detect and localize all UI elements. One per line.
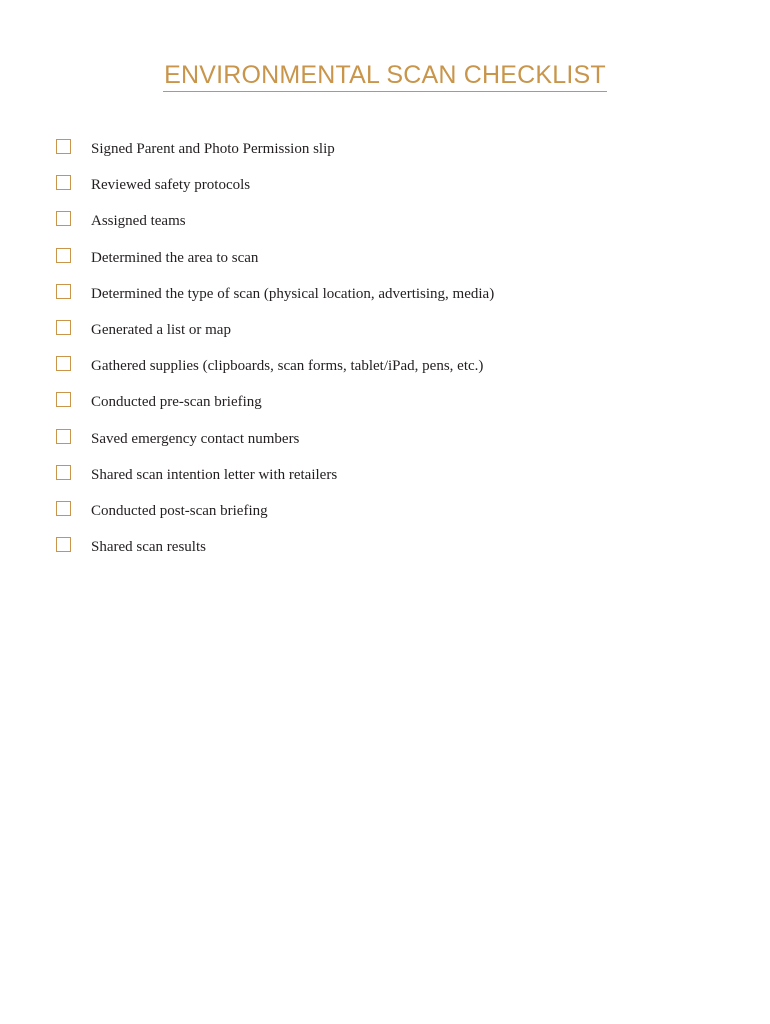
checkbox[interactable] (56, 465, 71, 480)
checkbox[interactable] (56, 537, 71, 552)
checklist-item (56, 535, 746, 571)
checklist-item-label: Gathered supplies (clipboards, scan forms, tablet/iPad, pens, etc.) (91, 358, 484, 375)
title-container (0, 60, 770, 92)
checkbox[interactable] (56, 392, 71, 407)
checkbox[interactable] (56, 429, 71, 444)
checklist-item-label: Determined the area to scan (91, 249, 259, 266)
checkbox[interactable] (56, 320, 71, 335)
checklist-item (56, 463, 746, 499)
checklist-item (56, 209, 746, 245)
checkbox[interactable] (56, 501, 71, 516)
checklist-item-label: Assigned teams (91, 213, 186, 230)
checklist-item-label: Shared scan results (91, 539, 206, 556)
checklist-item-label: Generated a list or map (91, 321, 231, 338)
checklist-item (56, 246, 746, 282)
checklist-item-label: Saved emergency contact numbers (91, 430, 300, 447)
checklist-item (56, 354, 746, 390)
checklist-item (56, 173, 746, 209)
checklist-item-label: Conducted pre-scan briefing (91, 394, 262, 411)
checklist (56, 137, 746, 571)
checkbox[interactable] (56, 211, 71, 226)
checklist-item-label: Signed Parent and Photo Permission slip (91, 141, 335, 157)
checklist-item (56, 318, 746, 354)
checklist-item-label: Shared scan intention letter with retailers (91, 466, 338, 483)
page-title: ENVIRONMENTAL SCAN CHECKLIST (163, 60, 607, 92)
checkbox[interactable] (56, 175, 71, 190)
checkbox[interactable] (56, 248, 71, 263)
checklist-item (56, 390, 746, 426)
checklist-item (56, 282, 746, 318)
checkbox[interactable] (56, 284, 71, 299)
checklist-item (56, 499, 746, 535)
checklist-item (56, 137, 746, 173)
checkbox[interactable] (56, 139, 71, 154)
checklist-item-label: Conducted post-scan briefing (91, 502, 268, 519)
checklist-item-label: Determined the type of scan (physical location, advertising, media) (91, 285, 495, 302)
checklist-item-label: Reviewed safety protocols (91, 177, 251, 194)
checklist-item (56, 427, 746, 463)
checkbox[interactable] (56, 356, 71, 371)
